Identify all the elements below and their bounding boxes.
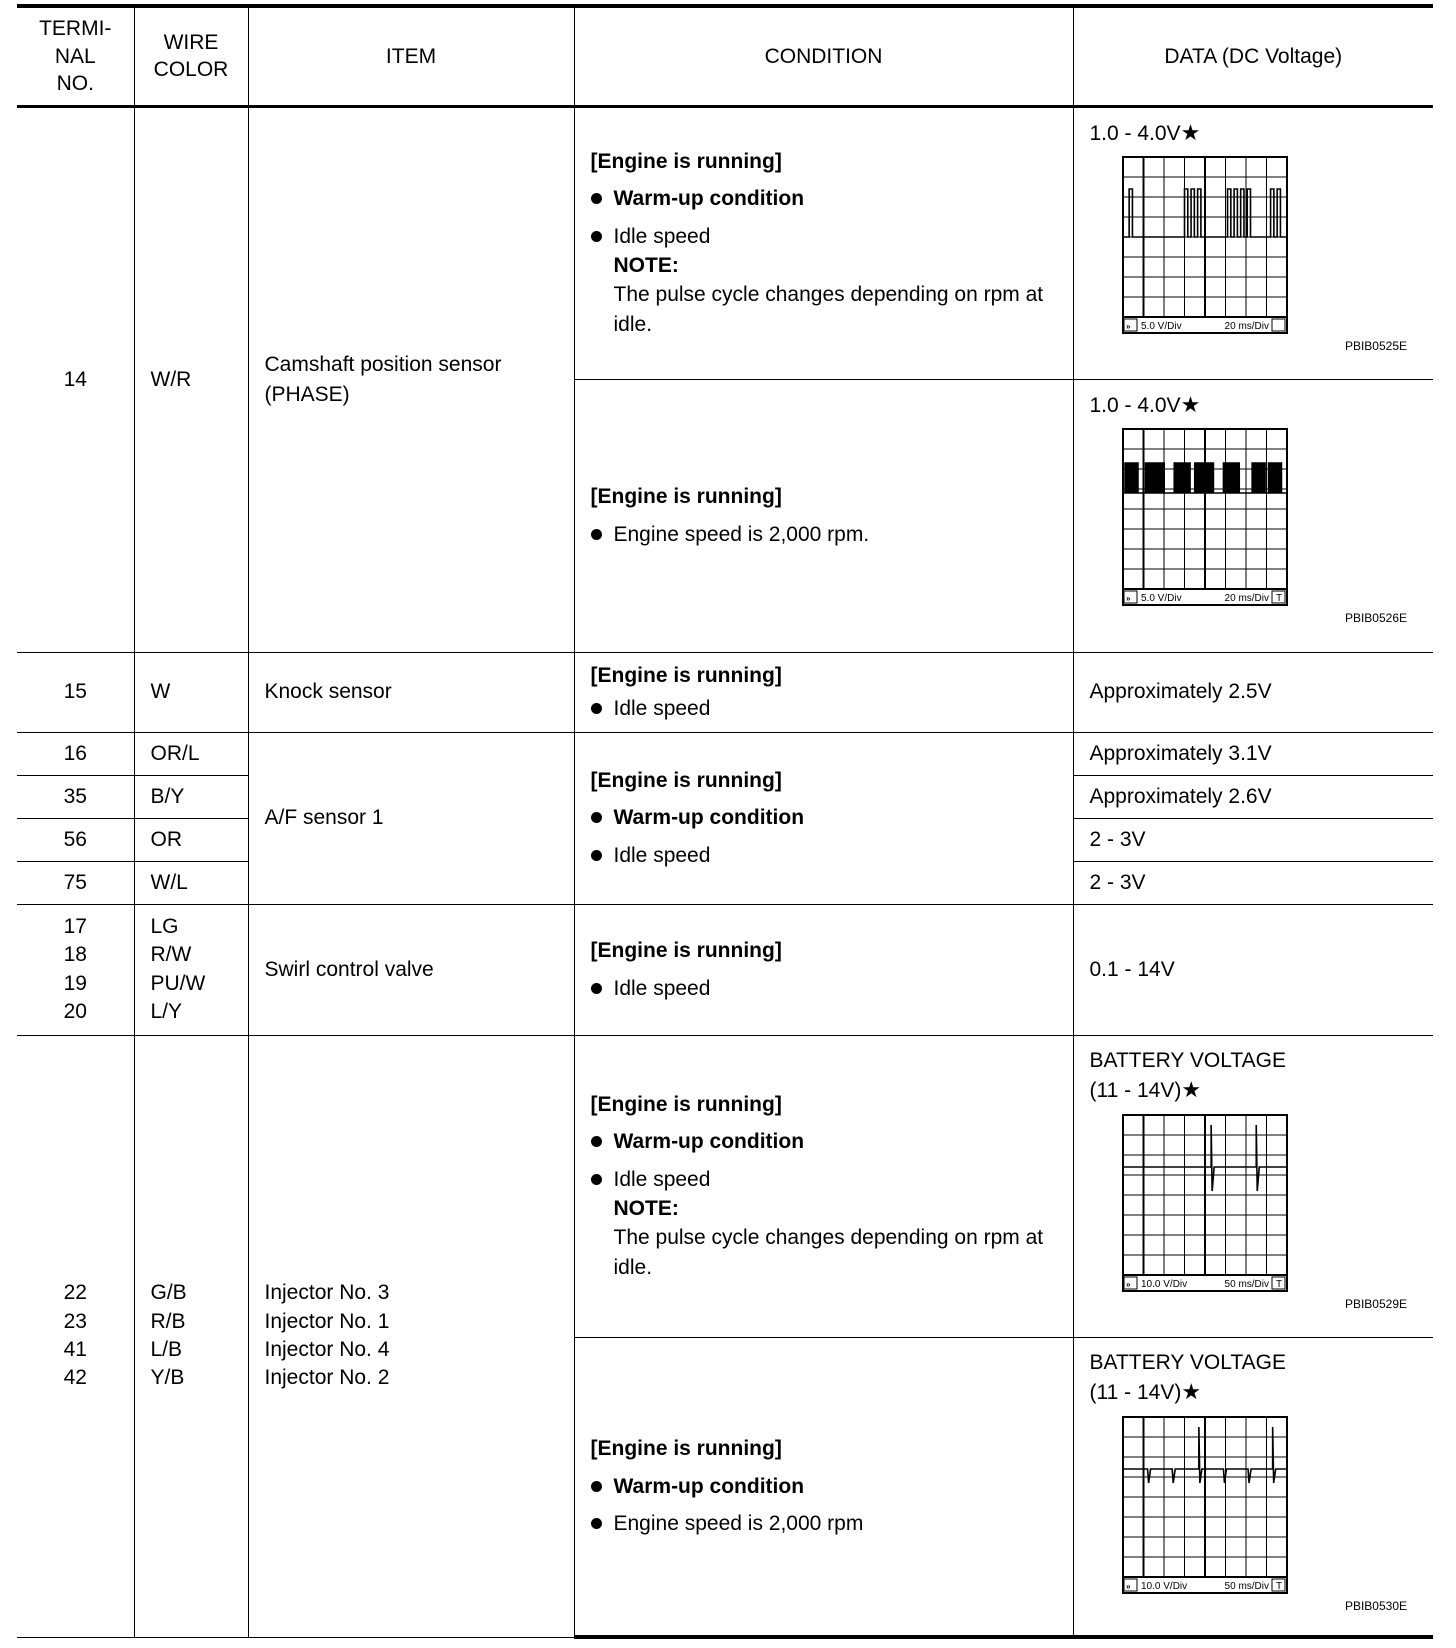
voltage-value: 1.0 - 4.0V — [1089, 393, 1181, 417]
note-text: The pulse cycle changes depending on rpm at idle. — [613, 283, 1044, 336]
condition-bullet: Warm-up condition — [591, 803, 1057, 832]
oscilloscope-waveform — [1122, 1114, 1288, 1292]
wire-color: G/B — [150, 1281, 187, 1305]
terminal-no: 16 — [17, 732, 134, 775]
note-label: NOTE: — [613, 254, 679, 277]
wire-color-list — [134, 1035, 248, 1637]
data-value: 0.1 - 14V — [1073, 904, 1433, 1035]
header-condition: CONDITION — [574, 6, 1073, 106]
star-icon: ★ — [1181, 1076, 1202, 1102]
terminal-no: 23 — [63, 1309, 87, 1333]
data-value: 2 - 3V — [1073, 818, 1433, 861]
condition-heading: [Engine is running] — [590, 1092, 782, 1116]
scroll-icon-glyph: » — [1125, 1279, 1130, 1289]
data-value: Approximately 3.1V — [1073, 732, 1433, 775]
wire-color: W/R — [134, 106, 248, 652]
wire-color: R/W — [150, 943, 192, 967]
wire-color: B/Y — [134, 775, 248, 818]
item: Swirl control valve — [248, 904, 574, 1035]
condition-bullet: Engine speed is 2,000 rpm — [591, 1509, 1057, 1538]
figure-code: PBIB0526E — [1344, 611, 1407, 626]
condition — [574, 904, 1073, 1035]
item: A/F sensor 1 — [248, 732, 574, 904]
trigger-mark: T — [1275, 1278, 1282, 1290]
terminal-no: 22 — [63, 1281, 87, 1305]
condition — [574, 379, 1073, 652]
terminal-no: 18 — [63, 943, 87, 967]
wire-color-list — [134, 904, 248, 1035]
terminal-no-list — [17, 1035, 134, 1637]
volts-per-div: 10.0 V/Div — [1140, 1580, 1187, 1592]
voltage-label: BATTERY VOLTAGE — [1089, 1350, 1286, 1374]
table-row — [17, 732, 1433, 775]
time-per-div: 50 ms/Div — [1224, 1278, 1269, 1290]
condition-bullet: Warm-up condition — [591, 1127, 1057, 1156]
voltage-value: 1.0 - 4.0V — [1089, 121, 1181, 145]
wire-color: LG — [150, 914, 179, 938]
scroll-icon-glyph: » — [1125, 322, 1130, 332]
condition-bullet: Idle speed — [591, 974, 1057, 1003]
figure-code: PBIB0525E — [1344, 339, 1407, 354]
data-cell — [1073, 1337, 1433, 1637]
item: Injector No. 2 — [264, 1366, 390, 1390]
condition-bullet: Engine speed is 2,000 rpm. — [591, 520, 1057, 549]
waveform-trace — [1123, 463, 1287, 493]
condition-bullet: Idle speed — [591, 1165, 1057, 1194]
data-cell — [1073, 1035, 1433, 1337]
table-row — [17, 1035, 1433, 1337]
condition-heading: [Engine is running] — [590, 768, 782, 792]
condition-bullet: Idle speed — [591, 222, 1057, 251]
scroll-icon-glyph: » — [1125, 594, 1130, 604]
condition-bullet: Warm-up condition — [591, 1472, 1057, 1501]
voltage-label: BATTERY VOLTAGE — [1089, 1048, 1286, 1072]
terminal-no: 56 — [17, 818, 134, 861]
wire-color: OR/L — [134, 732, 248, 775]
header-data: DATA (DC Voltage) — [1073, 6, 1433, 106]
data-value: Approximately 2.5V — [1073, 652, 1433, 732]
data-value: 2 - 3V — [1073, 861, 1433, 904]
condition-heading: [Engine is running] — [590, 149, 782, 173]
volts-per-div: 10.0 V/Div — [1140, 1278, 1187, 1290]
item: Injector No. 4 — [264, 1338, 390, 1361]
condition-bullet: Idle speed — [591, 694, 1057, 723]
item: Camshaft position sensor (PHASE) — [248, 106, 574, 652]
time-per-div: 50 ms/Div — [1224, 1580, 1269, 1592]
oscilloscope-waveform — [1122, 156, 1288, 334]
volts-per-div: 5.0 V/Div — [1140, 321, 1182, 333]
terminal-no: 15 — [17, 652, 134, 732]
time-per-div: 20 ms/Div — [1224, 321, 1269, 333]
wire-color: OR — [134, 818, 248, 861]
condition — [574, 652, 1073, 732]
header-item: ITEM — [248, 6, 574, 106]
wire-color: W — [134, 652, 248, 732]
wire-color: Y/B — [150, 1366, 185, 1390]
header-wire-color: WIRE COLOR — [134, 6, 248, 106]
oscilloscope-waveform — [1122, 1416, 1288, 1594]
terminal-no-list — [17, 904, 134, 1035]
oscilloscope-waveform — [1122, 428, 1288, 606]
terminal-no: 35 — [17, 775, 134, 818]
item-list — [248, 1035, 574, 1637]
star-icon: ★ — [1180, 119, 1201, 145]
data-value: Approximately 2.6V — [1073, 775, 1433, 818]
item: Knock sensor — [248, 652, 574, 732]
figure-code: PBIB0530E — [1344, 1598, 1407, 1613]
condition — [574, 106, 1073, 379]
terminal-no: 41 — [63, 1338, 87, 1361]
condition-heading: [Engine is running] — [590, 1437, 782, 1461]
wire-color: L/Y — [150, 999, 183, 1023]
condition-bullet: Warm-up condition — [591, 184, 1057, 213]
item: Injector No. 1 — [264, 1309, 390, 1333]
voltage-value: (11 - 14V) — [1089, 1078, 1182, 1102]
table-row — [17, 904, 1433, 1035]
voltage-value: (11 - 14V) — [1089, 1380, 1182, 1404]
scroll-icon-glyph: » — [1125, 1581, 1130, 1591]
wire-color: W/L — [134, 861, 248, 904]
terminal-data-table — [17, 4, 1433, 1639]
terminal-no: 75 — [17, 861, 134, 904]
condition-heading: [Engine is running] — [590, 485, 782, 509]
condition — [574, 732, 1073, 904]
table-row — [17, 106, 1433, 379]
note-label: NOTE: — [613, 1197, 679, 1220]
figure-code: PBIB0529E — [1344, 1296, 1407, 1311]
trigger-mark: T — [1275, 1580, 1282, 1592]
trigger-mark: T — [1275, 593, 1282, 605]
condition — [574, 1337, 1073, 1637]
table-row — [17, 652, 1433, 732]
terminal-no: 19 — [63, 971, 87, 995]
terminal-no: 20 — [63, 999, 87, 1023]
trigger-box — [1272, 319, 1285, 331]
wire-color: PU/W — [150, 971, 206, 995]
wire-color: R/B — [150, 1309, 186, 1333]
terminal-no: 17 — [63, 914, 87, 938]
terminal-no: 14 — [17, 106, 134, 652]
condition-heading: [Engine is running] — [590, 939, 782, 963]
terminal-no: 42 — [63, 1366, 87, 1390]
condition-heading: [Engine is running] — [590, 663, 782, 687]
star-icon: ★ — [1180, 391, 1201, 417]
condition — [574, 1035, 1073, 1337]
item: Injector No. 3 — [264, 1281, 390, 1305]
condition-bullet: Idle speed — [591, 841, 1057, 870]
star-icon: ★ — [1181, 1378, 1202, 1404]
data-cell — [1073, 379, 1433, 652]
wire-color: L/B — [150, 1338, 183, 1361]
volts-per-div: 5.0 V/Div — [1140, 593, 1182, 605]
time-per-div: 20 ms/Div — [1224, 593, 1269, 605]
data-cell — [1073, 106, 1433, 379]
header-terminal: TERMI- NAL NO. — [17, 6, 134, 106]
note-text: The pulse cycle changes depending on rpm at idle. — [613, 1226, 1044, 1279]
